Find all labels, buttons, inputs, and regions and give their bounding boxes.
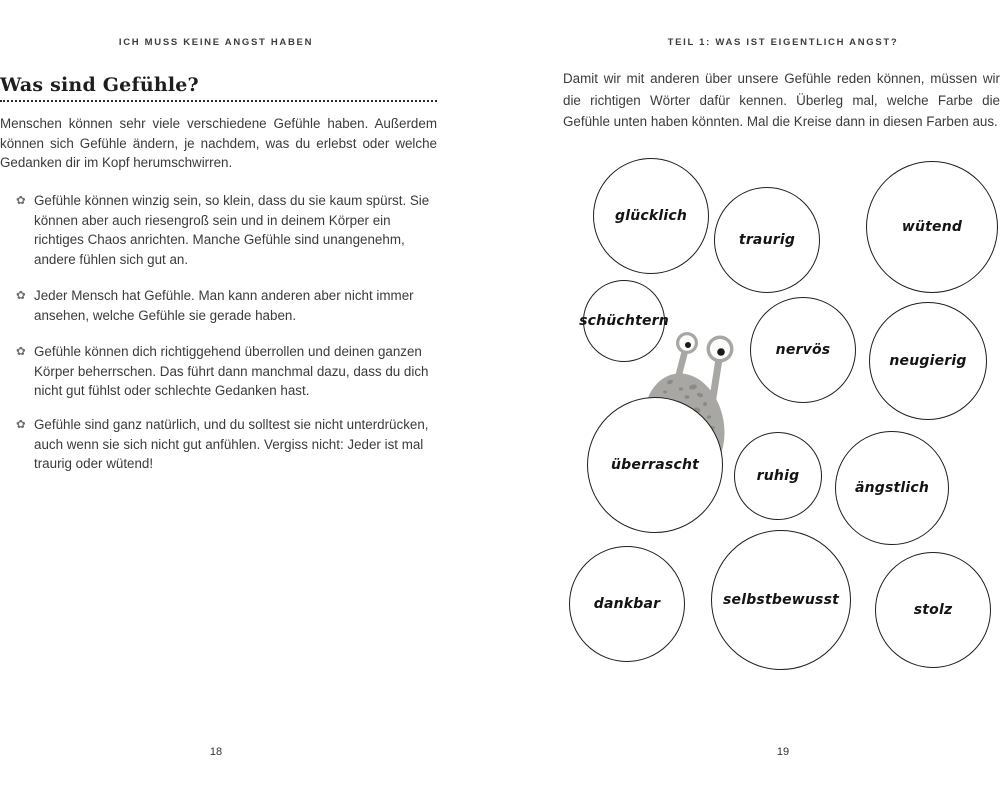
- snail-eye-left: [676, 332, 698, 354]
- emotion-circle-label: selbstbewusst: [722, 592, 840, 608]
- emotion-circle-label: dankbar: [593, 596, 661, 612]
- emotion-circle-label: stolz: [913, 602, 953, 618]
- bullet-text: Gefühle können dich richtiggehend überrollen und deinen ganzen Körper beherrschen. Das führt dann manchmal dazu, dass du dich nicht gut fühlst oder schlechte Gedanken hast.: [34, 344, 429, 398]
- flower-bullet-icon: ✿: [16, 193, 26, 207]
- bullet-item: [16, 415, 437, 474]
- emotion-circle: [734, 432, 822, 520]
- section-title: Was sind Gefühle?: [0, 74, 199, 96]
- emotion-circle: [569, 546, 685, 662]
- left-intro-paragraph: Menschen können sehr viele verschiedene Gefühle haben. Außerdem können sich Gefühle ändern, je nachdem, was du erlebst oder welche Gedanken dir im Kopf herumschwirren.: [0, 116, 437, 170]
- emotion-circle-label: schüchtern: [579, 313, 669, 329]
- emotion-circle: [835, 431, 949, 545]
- emotion-circle: [587, 397, 723, 533]
- emotion-circle-label: ängstlich: [854, 480, 930, 496]
- bullet-item: [16, 286, 437, 325]
- emotion-circle: [750, 297, 856, 403]
- emotion-circle: [869, 302, 987, 420]
- emotion-circle: [711, 530, 851, 670]
- snail-eye-right: [707, 336, 734, 363]
- emotion-circle-label: neugierig: [889, 353, 967, 369]
- emotion-circle-label: traurig: [738, 232, 796, 248]
- bullet-item: [16, 342, 437, 401]
- right-intro-paragraph: Damit wir mit anderen über unsere Gefühle reden können, müssen wir die richtigen Wörter dafür kennen. Überleg mal, welche Farbe die Gefühle unten haben könnten. Mal die Kreise dann in diesen Farben aus.: [563, 71, 1000, 129]
- flower-bullet-icon: ✿: [16, 288, 26, 302]
- page-number-right: 19: [776, 746, 790, 758]
- title-underline-dotted-rule: [0, 94, 437, 102]
- running-header-left: ICH MUSS KEINE ANGST HABEN: [118, 37, 314, 48]
- emotion-circle: [875, 552, 991, 668]
- emotion-circle: [593, 158, 709, 274]
- emotion-circle: [579, 280, 669, 362]
- emotion-circle: [714, 187, 820, 293]
- bullet-item: [16, 191, 437, 269]
- flower-bullet-icon: ✿: [16, 344, 26, 358]
- emotion-circle-label: nervös: [775, 342, 831, 358]
- emotion-circle-label: wütend: [901, 219, 963, 235]
- page-number-left: 18: [209, 746, 223, 758]
- running-header-right: TEIL 1: WAS IST EIGENTLICH ANGST?: [667, 37, 899, 48]
- emotion-circle-label: überrascht: [610, 457, 700, 473]
- emotion-circle-label: ruhig: [756, 468, 800, 484]
- bullet-text: Jeder Mensch hat Gefühle. Man kann anderen aber nicht immer ansehen, welche Gefühle sie gerade haben.: [34, 288, 414, 323]
- flower-bullet-icon: ✿: [16, 417, 26, 431]
- emotion-circle-label: glücklich: [614, 208, 688, 224]
- bullet-text: Gefühle können winzig sein, so klein, dass du sie kaum spürst. Sie können aber auch riesengroß sein und in deinem Körper ein richtiges Chaos anrichten. Manche Gefühle sind unangenehm, andere fühlen sich gut an.: [34, 193, 430, 267]
- emotion-circle: [866, 161, 998, 293]
- bullet-text: Gefühle sind ganz natürlich, und du solltest sie nicht unterdrücken, auch wenn sie sich nicht gut anfühlen. Vergiss nicht: Jeder ist mal traurig oder wütend!: [34, 417, 429, 471]
